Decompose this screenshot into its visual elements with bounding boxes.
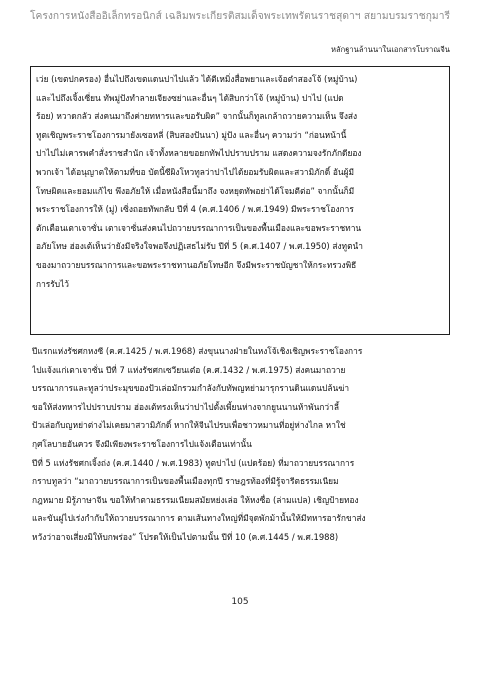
quoted-text-box (30, 66, 450, 335)
body-text-line: ไปแจ้งแก่เตาเจาซั่น ปีที่ 7 แห่งรัชศกเซวียนเต๋อ (ค.ศ.1432 / พ.ศ.1975) ส่งคนมาถวาย (32, 364, 346, 375)
body-text-line: ปัวเล่อกับญหย่าต่างไม่เคยมาสวามิภักดิ์ หากให้จีนไปรบเพื่อชาวหมานที่อยู่ห่างไกล หาใช่ (32, 420, 346, 431)
book-subtitle: หลักฐานล้านนาในเอกสารโบราณจีน (330, 45, 450, 54)
body-text-line: กฎหมาย มิรู้ภาษาจีน ขอให้ทำตามธรรมเนียมสมัยหย่งเล่อ ให้หงซื่อ (ล่ามแปล) เชิญป้ายทอง (32, 494, 359, 505)
body-text (32, 342, 452, 547)
body-text-line: หวังว่าอาจเสี่ยงมิให้บกพร่อง” โปรดให้เป็นไปตามนั้น ปีที่ 10 (ค.ศ.1445 / พ.ศ.1988) (32, 531, 339, 542)
boxed-text-line: โทษผิดและยอมแก้ไข พึงอภัยให้ เมื่อหนังสือนี้มาถึง จงหยุดทัพอย่าได้โจมตีต่อ” จากนั้นก็มี (36, 185, 355, 196)
page-number: 105 (231, 597, 249, 607)
collection-header-title: โครงการหนังสืออิเล็กทรอนิกส์ เฉลิมพระเกียรติสมเด็จพระเทพรัตนราชสุดาฯ สยามบรมราชกุมารี (30, 11, 450, 22)
boxed-text-line: ปาไปไม่เคารพคำสั่งราชสำนัก เจ้าทั้งหลายขอยกทัพไปปราบปราม แสดงความจงรักภักดียอง (36, 148, 362, 159)
body-text-line: ขอให้ส่งทหารไปปราบปราม ฮ่องเต้ทรงเห็นว่าปาไปตั้งเพี้ยนห่างจากยูนนานห้าพันกว่าลี้ (32, 401, 339, 412)
body-text-line: กุศโลบายอันควร จึงมีเพียงพระราชโองการไปแจ้งเตือนเท่านั้น (32, 438, 252, 449)
boxed-text-line: พวกเจ้า ได้อนุญาตให้ตามที่ขอ บัดนี้ซีผิงโหวทูลว่าปาไปได้ยอมรับผิดและสวามิภักดิ์ อันผู้มี (36, 166, 355, 177)
boxed-text-line: การรับไว้ (36, 278, 70, 289)
body-text-line: บรรณาการและทูลว่าประมุขของปัวเล่อมักรวมกำลังกับทัพญหย่ามารุกรานดินแดนปล้นฆ่า (32, 383, 350, 394)
boxed-text-line: ร้อย) หวาดกลัว ส่งคนมาถึงค่ายทหารและขอรับผิด” จากนั้นก็ทูลเกล้าถวายความเห็น จึงส่ง (36, 111, 358, 122)
boxed-text-line: เว่ย (เขตปกครอง) อื่นไปถึงเขตแดนปาไปแล้ว ได้ตีเหมิ่งสื่อพยาและเจ้อต๋าสองโจ้ (หมู่บ้าน) (36, 74, 358, 84)
boxed-text-line: ของมาถวายบรรณาการและขอพระราชทานอภัยโทษอีก จึงมีพระราชบัญชาให้กระทรวงพิธี (36, 259, 357, 270)
boxed-text-line: อภัยโทษ ฮ่องเต้เห็นว่ายังมีจริงใจพอจึงปฏิเสธไม่รับ ปีที่ 5 (ค.ศ.1407 / พ.ศ.1950) ส่งทูตนำ (36, 241, 363, 252)
body-text-line: กราบทูลว่า “มาถวายบรรณาการเป็นของพื้นเมืองทุกปี ราษฎรท้องที่มีรู้จารีตธรรมเนียม (32, 476, 339, 487)
body-text-line: และขันฝูไปเร่งกำกับให้ถวายบรรณาการ ตามเส้นทางใหญ่ที่มีจุดพักม้านั้นให้มีทหารอารักขาส่ง (32, 513, 366, 524)
boxed-text-line: ทูตเชิญพระราชโองการมายังเซอหลี่ (สิบสองปันนา) มู่ปัง และอื่นๆ ความว่า “ก่อนหน้านี้ (36, 129, 347, 140)
body-text-line: ปีที่ 5 แห่งรัชศกเจิ้งถ่ง (ค.ศ.1440 / พ.ศ.1983) ทูตปาไป (แปดร้อย) ที่มาถวายบรรณาการ (32, 457, 355, 468)
body-text-line: ปีแรกแห่งรัชศกหงซี (ค.ศ.1425 / พ.ศ.1968) ส่งขุนนางฝ่ายในหงโจ้เชิงเชิญพระราชโองการ (32, 346, 363, 356)
boxed-text-line: ตักเตือนเตาเจาซั่น เตาเจาซั่นส่งคนไปถวายบรรณาการเป็นของพื้นเมืองและขอพระราชทาน (36, 222, 362, 233)
boxed-text-line: และไปถึงเจิ้งเซี่ยน ทัพมู่ปังทำลายเจียงซย่าและอื่นๆ ได้สิบกว่าโจ้ (หมู่บ้าน) ปาไป (แปด (36, 92, 344, 103)
boxed-text-line: พระราชโองการให้ (มู่) เซิ่งถอยทัพกลับ ปีที่ 4 (ค.ศ.1406 / พ.ศ.1949) มีพระราชโองการ (36, 204, 354, 215)
